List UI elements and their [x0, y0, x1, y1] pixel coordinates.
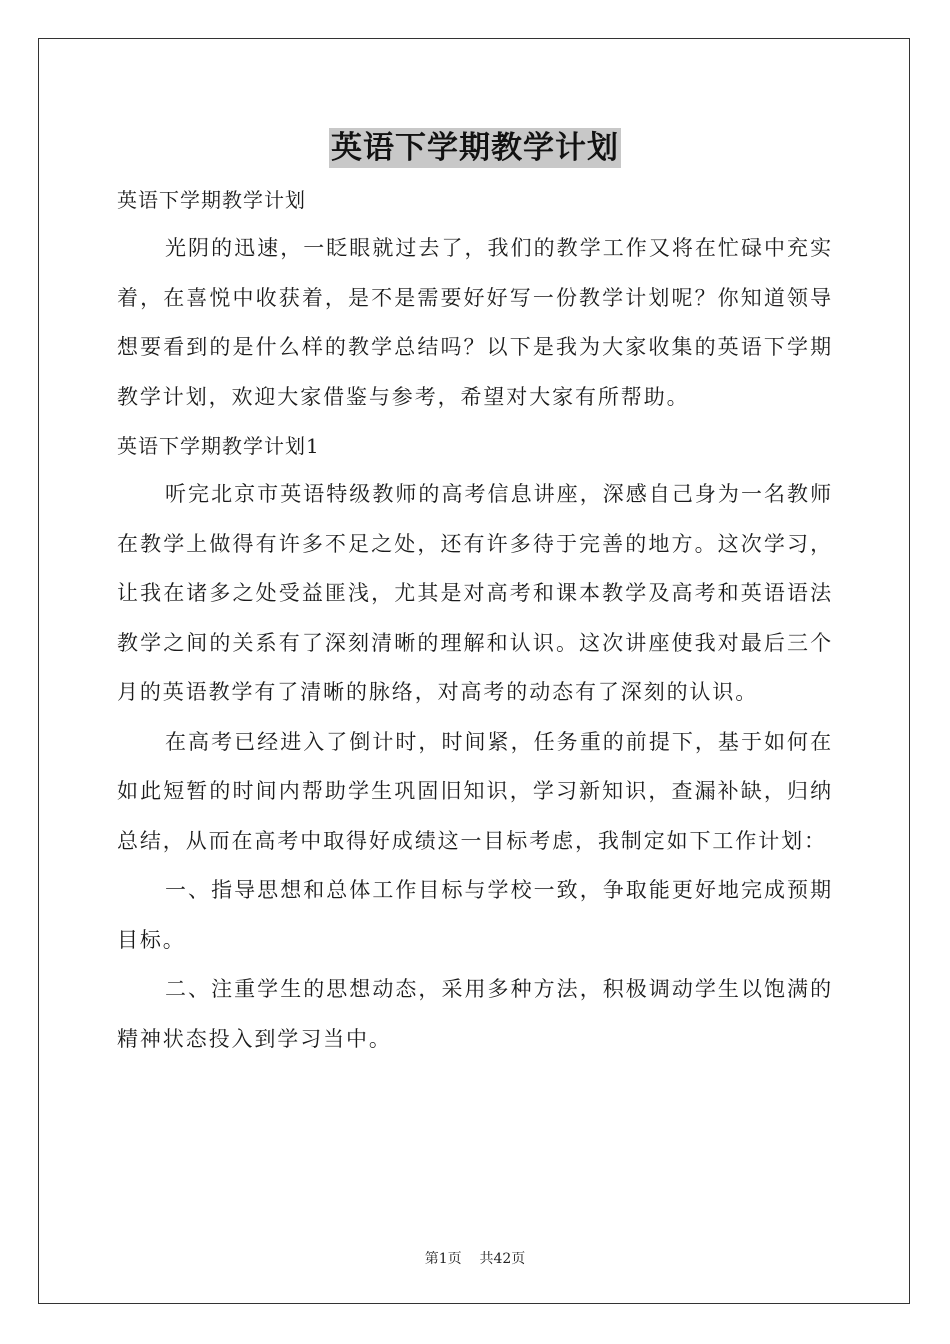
document-title: 英语下学期教学计划 [331, 130, 619, 166]
page-footer [0, 1248, 950, 1268]
title-container [0, 128, 950, 168]
subtitle-line: 英语下学期教学计划 [117, 188, 306, 212]
body-paragraph-4: 二、注重学生的思想动态，采用多种方法，积极调动学生以饱满的精神状态投入到学习当中。 [117, 977, 833, 1051]
body-paragraph-2: 在高考已经进入了倒计时，时间紧，任务重的前提下，基于如何在如此短暂的时间内帮助学生巩固旧知识，学习新知识，查漏补缺，归纳总结，从而在高考中取得好成绩这一目标考虑，我制定如下工作计划： [117, 729, 833, 853]
section-heading: 英语下学期教学计划1 [117, 434, 320, 458]
page-total: 共42页 [479, 1251, 526, 1267]
page-number: 第1页 [424, 1251, 462, 1267]
body-paragraph-3: 一、指导思想和总体工作目标与学校一致，争取能更好地完成预期目标。 [117, 878, 833, 952]
document-body [117, 176, 833, 1064]
body-paragraph-1: 听完北京市英语特级教师的高考信息讲座，深感自己身为一名教师在教学上做得有许多不足之处，还有许多待于完善的地方。这次学习，让我在诸多之处受益匪浅，尤其是对高考和课本教学及高考和英语语法教学之间的关系有了深刻清晰的理解和认识。这次讲座使我对最后三个月的英语教学有了清晰的脉络，对高考的动态有了深刻的认识。 [117, 482, 833, 704]
intro-paragraph: 光阴的迅速，一眨眼就过去了，我们的教学工作又将在忙碌中充实着，在喜悦中收获着，是不是需要好好写一份教学计划呢？你知道领导想要看到的是什么样的教学总结吗？以下是我为大家收集的英语下学期教学计划，欢迎大家借鉴与参考，希望对大家有所帮助。 [117, 236, 833, 409]
